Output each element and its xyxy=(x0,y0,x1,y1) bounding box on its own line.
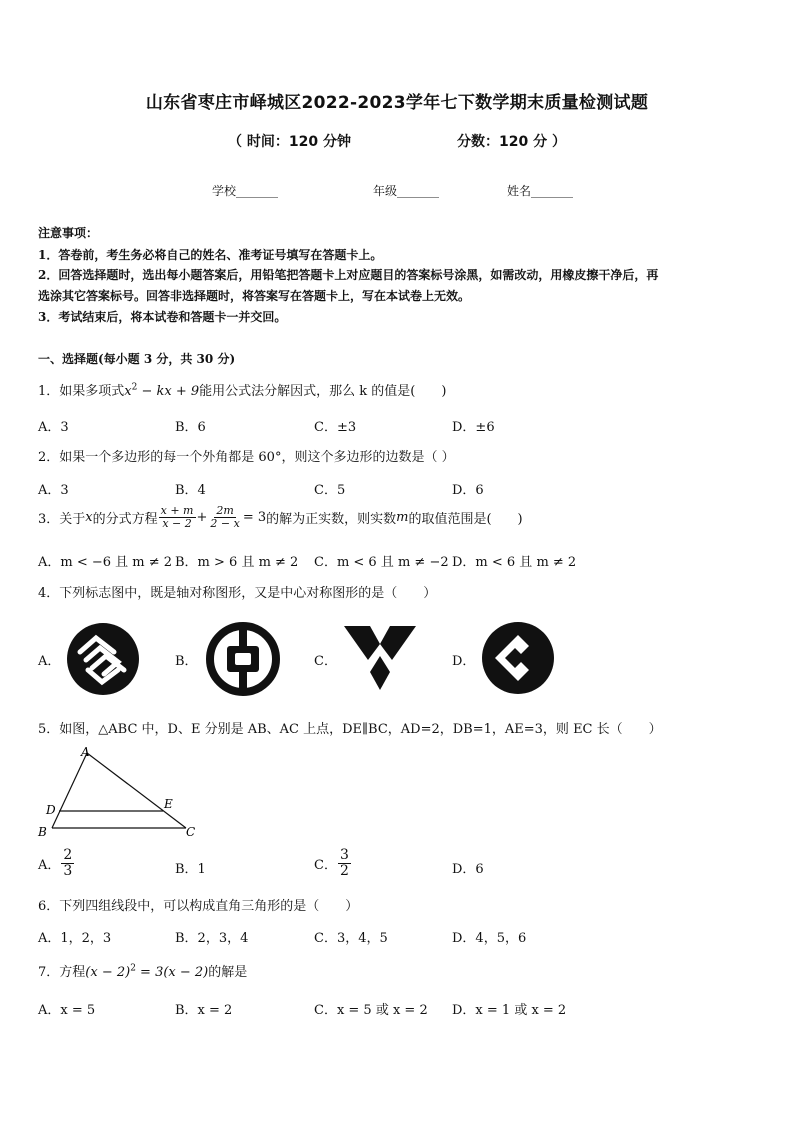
q3-fraction-2 xyxy=(208,505,241,529)
q5-option-a-label: A． xyxy=(38,857,61,873)
q7-option-d: D．x = 1 或 x = 2 xyxy=(452,1003,567,1018)
q1-option-a: A．3 xyxy=(38,420,69,435)
q4-option-a-label: A． xyxy=(38,654,61,669)
q3-fraction-1 xyxy=(159,505,196,529)
q5-option-a xyxy=(38,848,75,878)
school-field: 学校_______ xyxy=(212,184,279,198)
q3-suffix-b: 的取值范围是( ) xyxy=(408,511,523,527)
q3-option-b: B．m > 6 且 m ≠ 2 xyxy=(175,555,299,570)
q7-option-c: C．x = 5 或 x = 2 xyxy=(314,1003,428,1018)
q5-a-den: 3 xyxy=(63,862,73,879)
q4-option-b-label: B． xyxy=(175,654,198,669)
q4-option-d-label: D． xyxy=(452,654,476,669)
score-label: 分数：120 分 ） xyxy=(457,134,566,150)
section-heading: 一、选择题(每小题 3 分，共 30 分) xyxy=(38,352,236,366)
q2-option-d: D．6 xyxy=(452,483,484,498)
note-item-2: 2．回答选择题时，选出每小题答案后，用铅笔把答题卡上对应题目的答案标号涂黑，如需改动，用橡皮擦干净后，再 xyxy=(38,268,659,282)
q7-option-b: B．x = 2 xyxy=(175,1003,233,1018)
q2-option-a: A．3 xyxy=(38,483,69,498)
q5-c-den: 2 xyxy=(339,862,349,879)
q5-option-c xyxy=(314,848,352,878)
q3-plus: + xyxy=(196,509,208,525)
q5-option-c-fraction xyxy=(338,848,351,878)
q5-a-num: 2 xyxy=(63,847,73,863)
note-item-1: 1．答卷前，考生务必将自己的姓名、准考证号填写在答题卡上。 xyxy=(38,248,383,262)
name-field: 姓名_______ xyxy=(507,184,574,198)
q1-prefix: 1．如果多项式 xyxy=(38,384,125,399)
time-label: （ 时间：120 分钟 xyxy=(228,134,351,150)
q2-option-c: C．5 xyxy=(314,483,346,498)
q1-var: x xyxy=(124,384,132,399)
q4-option-c-label: C． xyxy=(314,654,337,669)
china-mobile-logo-icon xyxy=(66,622,140,696)
page-title: 山东省枣庄市峄城区2022-2023学年七下数学期末质量检测试题 xyxy=(145,93,649,113)
q3-option-d: D．m < 6 且 m ≠ 2 xyxy=(452,555,577,570)
q3-f2-num: 2m xyxy=(216,504,234,517)
q3-f2-den: 2 − x xyxy=(210,516,240,530)
question-1 xyxy=(38,380,446,399)
q7-lhs: (x − 2) xyxy=(85,965,131,980)
q1-option-c: C．±3 xyxy=(314,420,357,435)
q5-option-a-fraction xyxy=(61,848,74,878)
question-3 xyxy=(38,505,523,529)
q3-option-a: A．m < −6 且 m ≠ 2 xyxy=(38,555,173,570)
q3-prefix: 3．关于 xyxy=(38,511,86,527)
grade-field: 年级_______ xyxy=(373,184,440,198)
question-7 xyxy=(38,961,247,980)
label-e: E xyxy=(164,797,173,811)
label-c: C xyxy=(186,825,196,839)
q3-var-m: m xyxy=(396,509,409,525)
q6-option-b: B．2，3，4 xyxy=(175,931,249,946)
q3-f1-den: x − 2 xyxy=(162,516,192,530)
notes-heading: 注意事项： xyxy=(38,226,99,240)
q7-rhs: = 3(x − 2) xyxy=(135,965,209,980)
q7-suffix: 的解是 xyxy=(208,965,248,980)
q6-option-c: C．3，4，5 xyxy=(314,931,388,946)
ccb-logo-icon xyxy=(481,621,555,695)
q3-var-x: x xyxy=(85,509,93,525)
q7-prefix: 7．方程 xyxy=(38,965,86,980)
triangle-figure xyxy=(36,744,200,840)
q3-eq: = 3 xyxy=(242,509,267,525)
q1-suffix: 能用公式法分解因式，那么 k 的值是( ) xyxy=(199,384,447,399)
q3-f1-num: x + m xyxy=(160,504,194,517)
question-5: 5．如图，△ABC 中，D、E 分别是 AB、AC 上点，DE∥BC，AD=2，DB=1，AE=3，则 EC 长（ ） xyxy=(38,722,662,737)
q7-sup: 2 xyxy=(130,963,136,974)
q7-option-a: A．x = 5 xyxy=(38,1003,96,1018)
q6-option-a: A．1，2，3 xyxy=(38,931,112,946)
triangle-logo-icon xyxy=(344,626,416,690)
q1-option-d: D．±6 xyxy=(452,420,495,435)
q3-suffix-a: 的解为正实数，则实数 xyxy=(266,511,397,527)
note-item-2-cont: 选涂其它答案标号。回答非选择题时，将答案写在答题卡上，写在本试卷上无效。 xyxy=(38,289,471,303)
q3-mid: 的分式方程 xyxy=(92,511,158,527)
question-4: 4．下列标志图中，既是轴对称图形，又是中心对称图形的是（ ） xyxy=(38,586,437,601)
bank-of-china-logo-icon xyxy=(205,621,281,697)
q6-option-d: D．4，5，6 xyxy=(452,931,527,946)
q1-option-b: B．6 xyxy=(175,420,206,435)
q3-option-c: C．m < 6 且 m ≠ −2 xyxy=(314,555,449,570)
q1-sup: 2 xyxy=(131,382,138,393)
question-6: 6．下列四组线段中，可以构成直角三角形的是（ ） xyxy=(38,899,359,914)
label-b: B xyxy=(38,825,47,839)
q5-option-b: B．1 xyxy=(175,862,206,877)
q5-option-c-label: C． xyxy=(314,857,337,873)
q1-expr: − kx + 9 xyxy=(137,384,200,399)
label-d: D xyxy=(46,803,56,817)
q5-c-num: 3 xyxy=(339,847,349,863)
note-item-3: 3．考试结束后，将本试卷和答题卡一并交回。 xyxy=(38,310,287,324)
question-2: 2．如果一个多边形的每一个外角都是 60°，则这个多边形的边数是（ ） xyxy=(38,450,455,465)
q5-option-d: D．6 xyxy=(452,862,484,877)
label-a: A xyxy=(81,745,90,759)
q2-option-b: B．4 xyxy=(175,483,206,498)
